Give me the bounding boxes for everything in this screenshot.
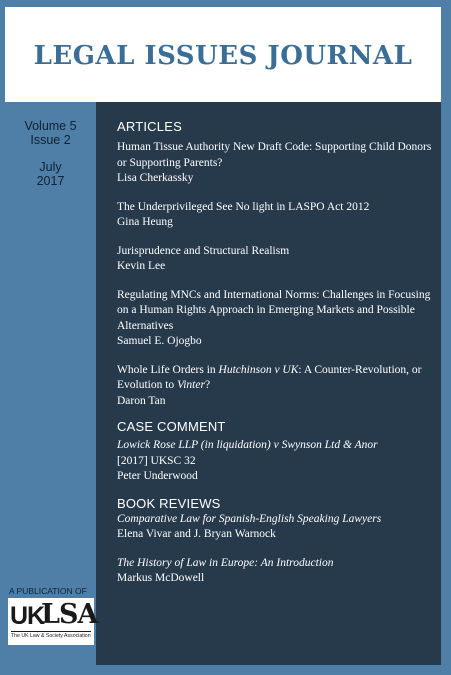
- book-authors: Elena Vivar and J. Bryan Warnock: [117, 528, 276, 540]
- case-comment-citation: [2017] UKSC 32: [117, 454, 196, 467]
- book-review-entry: [117, 512, 435, 543]
- case-name-italic: Hutchinson v UK: [218, 363, 299, 376]
- article-title-part: : A Counter-Revolution, or Evolution to: [117, 363, 422, 391]
- volume-label: Volume 5: [24, 119, 77, 133]
- article-author: Samuel E. Ojogbo: [117, 335, 202, 347]
- logo-caption: The UK Law & Society Association: [11, 633, 91, 639]
- article-entry: [117, 200, 435, 231]
- year-label: 2017: [36, 174, 65, 188]
- issue-sidebar: [5, 102, 96, 665]
- case-comment-title: Lowick Rose LLP (in liquidation) v Swynson Ltd & Anor: [117, 439, 378, 451]
- month-label: July: [39, 160, 62, 174]
- article-author: Lisa Cherkassky: [117, 172, 194, 184]
- article-entry: [117, 288, 435, 350]
- article-entry: [117, 363, 435, 410]
- article-author: Daron Tan: [117, 394, 166, 407]
- contents-panel: [96, 102, 441, 665]
- book-review-entry: [117, 556, 435, 587]
- case-comment-entry: [117, 438, 435, 485]
- journal-title: LEGAL ISSUES JOURNAL: [33, 41, 413, 71]
- article-entry: [117, 140, 435, 187]
- uklsa-logo: [8, 598, 98, 645]
- book-authors: Markus McDowell: [117, 572, 205, 584]
- article-title: Regulating MNCs and International Norms: Challenges in Focusing on a Human Rights Approach in Emerging Markets and Possible Alternatives: [117, 288, 431, 332]
- article-title: Jurisprudence and Structural Realism: [117, 244, 290, 257]
- book-reviews-heading: BOOK REVIEWS: [117, 495, 221, 511]
- case-comment-author: Peter Underwood: [117, 470, 198, 482]
- logo-divider: [11, 631, 91, 632]
- cover-header: [5, 7, 441, 102]
- article-title: [117, 363, 435, 394]
- article-title: The Underprivileged See No light in LASPO Act 2012: [117, 200, 370, 213]
- articles-heading: ARTICLES: [117, 119, 182, 134]
- article-author: Gina Heung: [117, 216, 173, 228]
- article-title-part: Whole Life Orders in: [117, 363, 219, 376]
- article-entry: [117, 244, 435, 275]
- article-title-part: ?: [204, 379, 211, 391]
- table-of-contents: [117, 119, 435, 587]
- case-name-italic: Vinter: [177, 379, 205, 391]
- case-comment-heading: CASE COMMENT: [117, 419, 226, 434]
- logo-lsa-text: LSA: [41, 599, 98, 630]
- book-title: The History of Law in Europe: An Introduction: [117, 556, 334, 569]
- issue-label: Issue 2: [30, 133, 71, 147]
- article-author: Kevin Lee: [117, 260, 166, 272]
- logo-uk-text: UK: [10, 602, 45, 630]
- publication-label: A PUBLICATION OF: [9, 586, 87, 596]
- book-title: Comparative Law for Spanish-English Speaking Lawyers: [117, 512, 382, 525]
- article-title: Human Tissue Authority New Draft Code: Supporting Child Donors or Supporting Parents?: [117, 141, 432, 169]
